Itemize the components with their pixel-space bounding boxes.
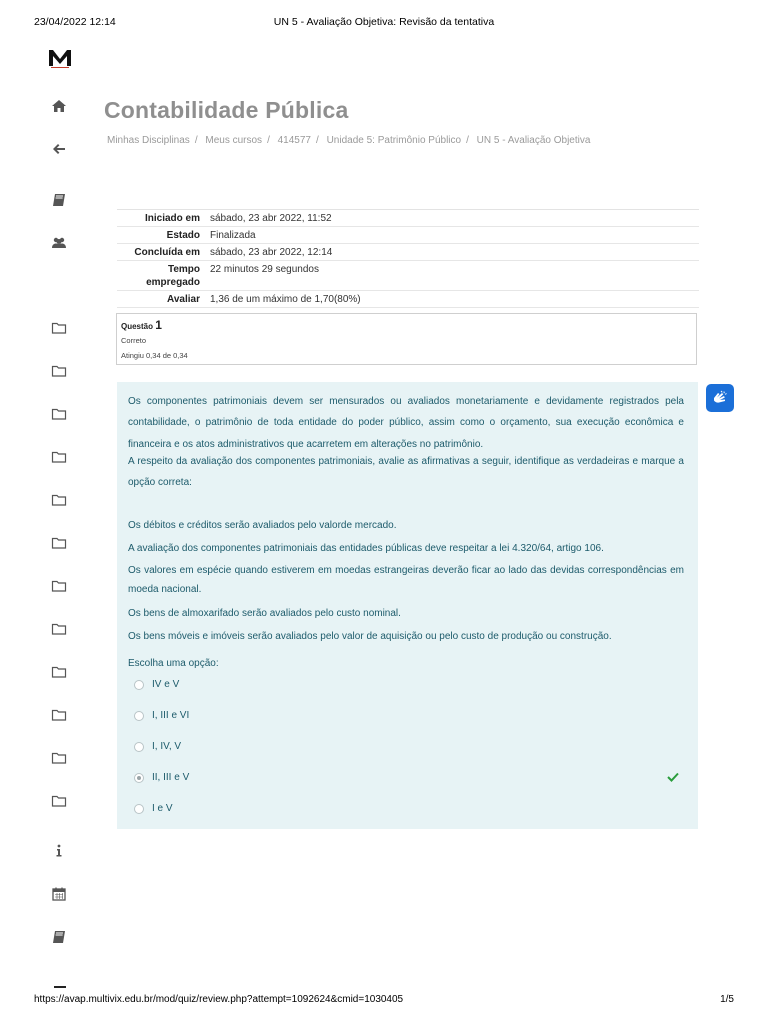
summary-value: 22 minutos 29 segundos bbox=[210, 264, 319, 275]
summary-value: sábado, 23 abr 2022, 12:14 bbox=[210, 247, 333, 258]
statement-5 bbox=[128, 626, 684, 647]
attempt-summary-table bbox=[117, 209, 699, 308]
statement-1 bbox=[128, 515, 684, 536]
summary-value: sábado, 23 abr 2022, 11:52 bbox=[210, 213, 332, 224]
question-info-box bbox=[116, 313, 697, 365]
home-icon[interactable] bbox=[51, 98, 67, 114]
summary-row-started bbox=[117, 210, 699, 227]
summary-label: Iniciado em bbox=[144, 213, 200, 224]
breadcrumb-item-course-code[interactable]: 414577 bbox=[277, 135, 311, 146]
breadcrumb-item-meus-cursos[interactable]: Meus cursos bbox=[205, 135, 263, 146]
summary-value: Finalizada bbox=[210, 230, 256, 241]
folder-icon[interactable] bbox=[51, 535, 67, 551]
folder-icon[interactable] bbox=[51, 793, 67, 809]
folder-icon[interactable] bbox=[51, 406, 67, 422]
summary-label: Tempo empregado bbox=[146, 264, 200, 288]
question-number-value: 1 bbox=[155, 318, 162, 332]
question-intro bbox=[128, 391, 684, 455]
print-url: https://avap.multivix.edu.br/mod/quiz/review.php?attempt=1092624&cmid=1030405 bbox=[34, 994, 404, 1005]
folder-icon[interactable] bbox=[51, 664, 67, 680]
statement-text: Os débitos e créditos serão avaliados pelo valorde mercado. bbox=[128, 520, 397, 531]
question-instruction bbox=[128, 451, 684, 494]
breadcrumb: Minhas Disciplinas / Meus cursos / 414577 / Unidade 5: Patrimônio Público / UN 5 - Avaliação Objetiva bbox=[107, 135, 591, 146]
print-header bbox=[0, 10, 768, 26]
statement-4 bbox=[128, 603, 684, 624]
logo-mark bbox=[48, 48, 72, 68]
folder-icon[interactable] bbox=[51, 449, 67, 465]
summary-row-state bbox=[117, 227, 699, 244]
answer-option-label: I e V bbox=[152, 803, 173, 814]
question-label: Questão bbox=[121, 322, 154, 331]
statement-text: A avaliação dos componentes patrimoniais das entidades públicas deve respeitar a lei 4.320/64, artigo 106. bbox=[128, 543, 604, 554]
answer-option-label: I, IV, V bbox=[152, 741, 182, 752]
sidebar-scroll-indicator bbox=[54, 986, 66, 988]
folder-icon[interactable] bbox=[51, 492, 67, 508]
question-state: Correto bbox=[121, 336, 147, 345]
question-number bbox=[121, 318, 162, 332]
print-page-number: 1/5 bbox=[720, 994, 734, 1005]
summary-value: 1,36 de um máximo de 1,70(80%) bbox=[210, 294, 361, 305]
answer-option-label: IV e V bbox=[152, 679, 180, 690]
folder-icon[interactable] bbox=[51, 707, 67, 723]
question-intro-text: Os componentes patrimoniais devem ser mensurados ou avaliados monetariamente e devidamente registrados pela contabilidade, o patrimônio de toda entidade do poder público, assim como o orçamento, sua execução econômica e financeira e os atos administrativos que acarretem em alterações no patrimônio. bbox=[128, 396, 684, 450]
breadcrumb-item-unit[interactable]: Unidade 5: Patrimônio Público bbox=[326, 135, 462, 146]
page-title: Contabilidade Pública bbox=[104, 97, 349, 123]
accessibility-button[interactable] bbox=[706, 384, 734, 412]
choose-option-prompt: Escolha uma opção: bbox=[128, 658, 219, 669]
print-datetime: 23/04/2022 12:14 bbox=[34, 16, 116, 28]
summary-row-completed bbox=[117, 244, 699, 261]
info-icon[interactable] bbox=[51, 843, 67, 859]
summary-label: Avaliar bbox=[167, 294, 200, 305]
radio-button[interactable] bbox=[134, 711, 144, 721]
calendar-icon[interactable] bbox=[51, 886, 67, 902]
breadcrumb-item-minhas-disciplinas[interactable]: Minhas Disciplinas bbox=[107, 135, 190, 146]
statement-3 bbox=[128, 562, 684, 599]
summary-row-grade bbox=[117, 291, 699, 308]
site-logo[interactable] bbox=[48, 48, 72, 68]
question-grade: Atingiu 0,34 de 0,34 bbox=[121, 351, 188, 360]
answer-option-label: I, III e VI bbox=[152, 710, 190, 721]
back-arrow-icon[interactable] bbox=[51, 141, 67, 157]
radio-button[interactable] bbox=[134, 680, 144, 690]
folder-icon[interactable] bbox=[51, 578, 67, 594]
statement-text: Os valores em espécie quando estiverem em moedas estrangeiras deverão ficar ao lado das devidas correspondências em moeda nacional. bbox=[128, 565, 684, 595]
question-instruction-text: A respeito da avaliação dos componentes patrimoniais, avalie as afirmativas a seguir, identifique as verdadeiras e marque a opção correta: bbox=[128, 456, 684, 489]
summary-label: Estado bbox=[166, 230, 200, 241]
statement-text: Os bens móveis e imóveis serão avaliados pelo valor de aquisição ou pelo custo de produção ou construção. bbox=[128, 631, 612, 642]
folder-icon[interactable] bbox=[51, 320, 67, 336]
statement-text: Os bens de almoxarifado serão avaliados pelo custo nominal. bbox=[128, 608, 401, 619]
radio-button[interactable] bbox=[134, 742, 144, 752]
radio-button[interactable] bbox=[134, 804, 144, 814]
folder-icon[interactable] bbox=[51, 621, 67, 637]
users-icon[interactable] bbox=[51, 234, 67, 250]
summary-row-time-taken bbox=[117, 261, 699, 291]
check-icon bbox=[667, 769, 679, 779]
book-icon[interactable] bbox=[51, 192, 67, 208]
folder-icon[interactable] bbox=[51, 363, 67, 379]
answer-option-label: II, III e V bbox=[152, 772, 190, 783]
folder-icon[interactable] bbox=[51, 750, 67, 766]
radio-button-checked[interactable] bbox=[134, 773, 144, 783]
question-content bbox=[117, 382, 698, 829]
summary-label: Concluída em bbox=[134, 247, 200, 258]
statement-2 bbox=[128, 538, 684, 559]
breadcrumb-item-quiz[interactable]: UN 5 - Avaliação Objetiva bbox=[476, 135, 591, 146]
sign-language-icon bbox=[711, 389, 729, 407]
book-icon[interactable] bbox=[51, 929, 67, 945]
print-doc-title: UN 5 - Avaliação Objetiva: Revisão da tentativa bbox=[273, 16, 495, 28]
